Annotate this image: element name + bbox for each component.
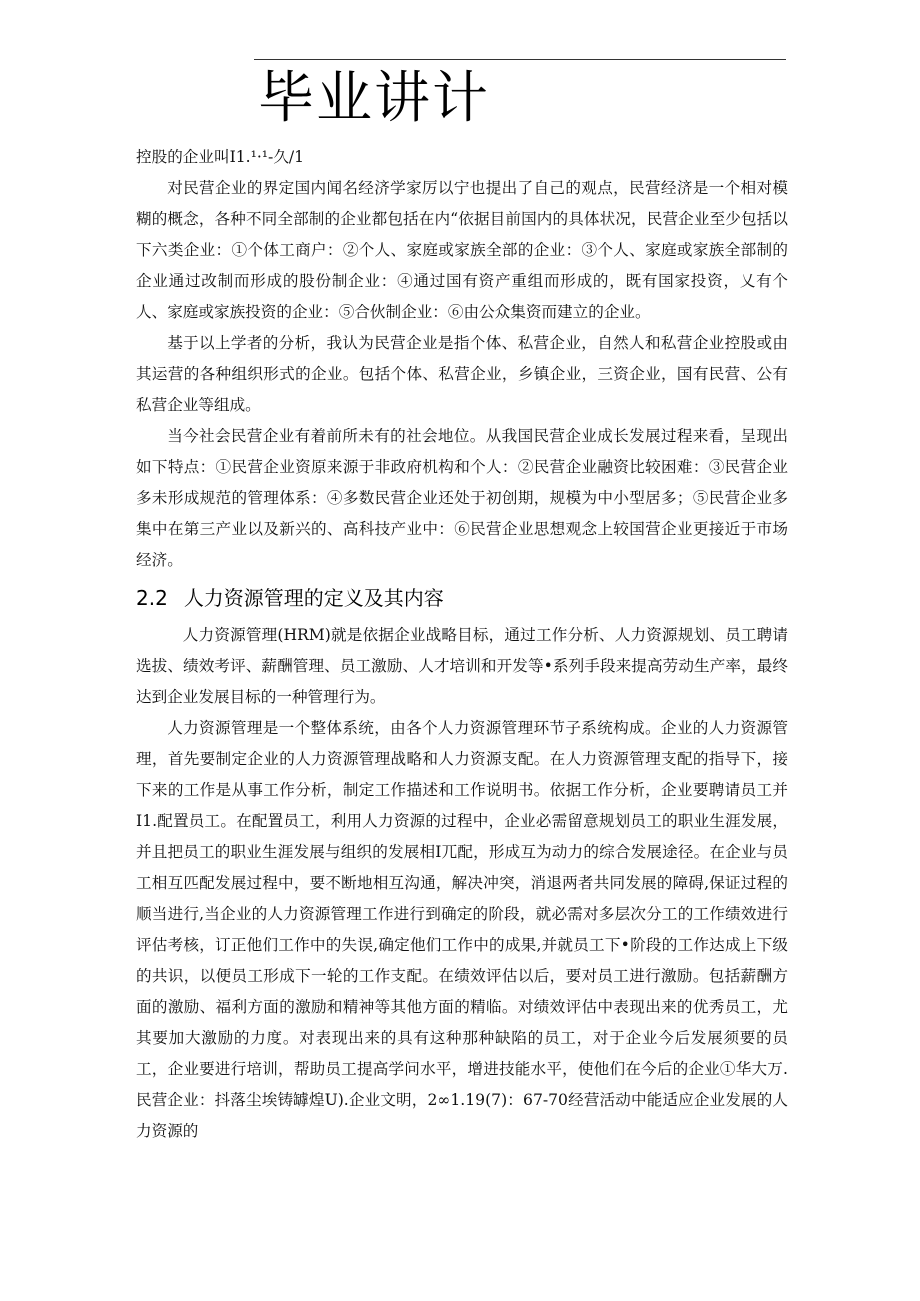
continuation-line: 控股的企业叫I1.¹·¹-久/1 bbox=[136, 148, 305, 166]
header-rule bbox=[254, 59, 786, 60]
paragraph-author-definition: 基于以上学者的分析，我认为民营企业是指个体、私营企业，自然人和私营企业控股或由其运营的各种组织形式的企业。包括个体、私营企业，乡镇企业，三资企业，国有民营、公有私营企业等组成。 bbox=[136, 334, 788, 414]
paragraph-characteristics: 当今社会民营企业有着前所未有的社会地位。从我国民营企业成长发展过程来看，呈现出如下特点：①民营企业资原来源于非政府机构和个人：②民营企业融资比较困难：③民营企业多未形成规范的管理体系：④多数民营企业还处于初创期，规模为中小型居多；⑤民营企业多集中在第三产业以及新兴的、高科技产业中：⑥民营企业思想观念上较国营企业更接近于市场经济。 bbox=[136, 427, 788, 569]
section-heading bbox=[136, 580, 788, 616]
section-title: 人力资源管理的定义及其内容 bbox=[183, 586, 444, 610]
paragraph-hrm-definition: 人力资源管理(HRM)就是依据企业战略目标，通过工作分析、人力资源规划、员工聘请选拔、绩效考评、薪酬管理、员工激励、人才培训和开发等•系列手段来提高劳动生产率，最终达到企业发展目标的一种管理行为。 bbox=[136, 626, 788, 706]
document-body bbox=[136, 142, 788, 1147]
section-number: 2.2 bbox=[136, 586, 168, 610]
paragraph-definition-li-yining: 对民营企业的界定国内闻名经济学家厉以宁也提出了自己的观点，民营经济是一个相对模糊的概念，各种不同全部制的企业都包括在内“依据目前国内的具体状况，民营企业至少包括以下六类企业：①个体工商户：②个人、家庭或家族全部的企业：③个人、家庭或家族全部制的企业通过改制而形成的股份制企业：④通过国有资产重组而形成的，既有国家投资，乂有个人、家庭或家族投资的企业：⑤合伙制企业：⑥由公众集资而建立的企业。 bbox=[136, 179, 788, 321]
header-title: 毕业讲计 bbox=[258, 66, 490, 131]
paragraph-hrm-system: 人力资源管理是一个整体系统，由各个人力资源管理环节子系统构成。企业的人力资源管理，首先要制定企业的人力资源管理战略和人力资源支配。在人力资源管理支配的指导下，接下来的工作是从事工作分析，制定工作描述和工作说明书。依据工作分析，企业要聘请员工并I1.配置员工。在配置员工，利用人力资源的过程中，企业必需留意规划员工的职业生涯发展，并且把员工的职业生涯发展与组织的发展相I兀配，形成互为动力的综合发展途径。在企业与员工相互匹配发展过程中，要不断地相互沟通，解决冲突，消退两者共同发展的障碍,保证过程的顺当进行,当企业的人力资源管理工作进行到确定的阶段，就必需对多层次分工的工作绩效进行评估考核，订正他们工作中的失误,确定他们工作中的成果,并就员工下•阶段的工作达成上下级的共识，以便员工形成下一轮的工作支配。在绩效评估以后，要对员工进行激励。包括薪酬方面的激励、福利方面的激励和精神等其他方面的精临。对绩效评估中表现出来的优秀员工，尤其要加大激励的力度。对表现出来的具有这种那种缺陷的员工，对于企业今后发展须要的员工，企业要进行培训，帮助员工提高学问水平，增进技能水平，使他们在今后的企业①华大万.民营企业：抖落尘埃铸罅煌U).企业文明，2∞1.19(7)：67-70经营活动中能适应企业发展的人力资源的 bbox=[136, 719, 788, 1140]
